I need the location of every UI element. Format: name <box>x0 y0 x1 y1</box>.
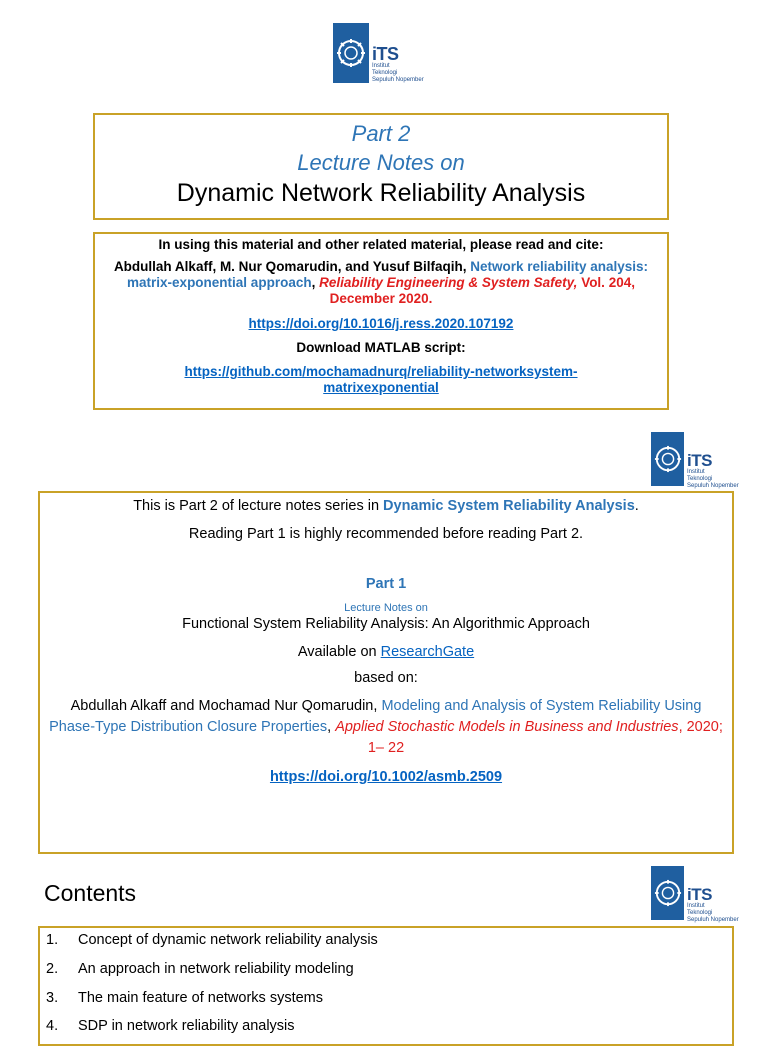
citation-box <box>93 232 669 410</box>
its-emblem-icon <box>333 23 369 83</box>
cite-intro: In using this material and other related material, please read and cite: <box>158 237 604 252</box>
part1-lecture-notes-label: Lecture Notes on <box>344 602 428 614</box>
list-item-text: SDP in network reliability analysis <box>78 1018 295 1034</box>
its-emblem-icon <box>651 866 684 920</box>
logo-line1: Institut <box>687 903 705 909</box>
list-item <box>46 990 323 1006</box>
part-label: Part 2 <box>351 121 411 146</box>
logo-line2: Teknologi <box>372 70 398 76</box>
title-box <box>93 113 669 220</box>
logo-line1: Institut <box>687 469 705 475</box>
series-intro <box>40 498 732 514</box>
citation-journal: Reliability Engineering & System Safety, <box>319 275 578 290</box>
list-item-number: 4. <box>46 1018 59 1034</box>
list-item <box>46 961 354 977</box>
list-item-number: 1. <box>46 932 59 948</box>
part1-authors: Abdullah Alkaff and Mochamad Nur Qomarudin, <box>70 698 378 714</box>
part1-paper-title-2: Reliability Using Phase-Type Distribution Closure Properties <box>49 698 702 735</box>
contents-title: Contents <box>44 880 137 906</box>
list-item-text: Concept of dynamic network reliability analysis <box>78 932 378 948</box>
part1-info-box <box>38 491 734 854</box>
part1-label: Part 1 <box>365 576 407 592</box>
part1-paper-title-1: Modeling and Analysis of System <box>381 698 595 714</box>
part1-doi-link[interactable]: https://doi.org/10.1002/asmb.2509 <box>269 769 503 785</box>
part1-title: Functional System Reliability Analysis: An Algorithmic Approach <box>182 616 590 632</box>
its-logo <box>333 23 424 84</box>
series-name: Dynamic System Reliability Analysis <box>383 498 635 514</box>
available-prefix: Available on <box>297 644 377 660</box>
logo-line1: Institut <box>372 63 390 69</box>
series-intro-suffix: . <box>634 498 639 514</box>
github-link-line1[interactable]: https://github.com/mochamadnurq/reliability-networksystem- <box>184 364 578 379</box>
part1-journal-1: Applied Stochastic Models <box>335 719 506 735</box>
part1-year-pages: , 2020; 1– 22 <box>367 719 723 756</box>
based-on-label: based on: <box>354 670 418 686</box>
lecture-notes-label: Lecture Notes on <box>297 150 465 175</box>
its-logo <box>651 432 739 490</box>
recommendation-text: Reading Part 1 is highly recommended before reading Part 2. <box>188 526 584 542</box>
logo-line2: Teknologi <box>687 910 713 916</box>
researchgate-link[interactable]: ResearchGate <box>380 644 475 660</box>
logo-line3: Sepuluh Nopember <box>372 77 424 83</box>
logo-wordmark: iTS <box>372 44 399 64</box>
logo-wordmark: iTS <box>687 451 712 470</box>
logo-line3: Sepuluh Nopember <box>687 917 739 923</box>
logo-line3: Sepuluh Nopember <box>687 483 739 489</box>
page-title: Dynamic Network Reliability Analysis <box>176 179 586 207</box>
github-link-line2[interactable]: matrixexponential <box>323 380 439 395</box>
citation-volume: Vol. 204, December 2020. <box>329 275 635 306</box>
logo-line2: Teknologi <box>687 476 713 482</box>
citation-authors: Abdullah Alkaff, M. Nur Qomarudin, and Yusuf Bilfaqih, <box>113 259 467 274</box>
its-emblem-icon <box>651 432 684 486</box>
download-label: Download MATLAB script: <box>296 340 466 355</box>
list-item-text: The main feature of networks systems <box>78 990 323 1006</box>
doi-link[interactable]: https://doi.org/10.1016/j.ress.2020.107192 <box>248 316 514 331</box>
list-item-number: 2. <box>46 961 59 977</box>
series-intro-prefix: This is Part 2 of lecture notes series in <box>133 498 380 514</box>
citation-paper-title: Network reliability analysis: matrix-exponential approach <box>127 259 649 290</box>
list-item-text: An approach in network reliability modeling <box>78 961 354 977</box>
contents-list <box>38 926 734 1046</box>
logo-wordmark: iTS <box>687 885 712 904</box>
part1-citation: Abdullah Alkaff and Mochamad Nur Qomarudin, Modeling and Analysis of System Reliability Using Phase-Type Distribution Closure Properties, Applied Stochastic Models in Business and Industries, 2020; 1– 22 <box>49 698 723 756</box>
its-logo <box>651 866 739 924</box>
list-item-number: 3. <box>46 990 59 1006</box>
list-item <box>46 932 378 948</box>
citation-text: Abdullah Alkaff, M. Nur Qomarudin, and Yusuf Bilfaqih, Network reliability analysis: matrix-exponential approach, Reliability Engineering & System Safety, Vol. 204, December 2020. <box>113 259 649 306</box>
part1-journal-2: in Business and Industries <box>509 719 679 735</box>
list-item <box>46 1018 295 1034</box>
